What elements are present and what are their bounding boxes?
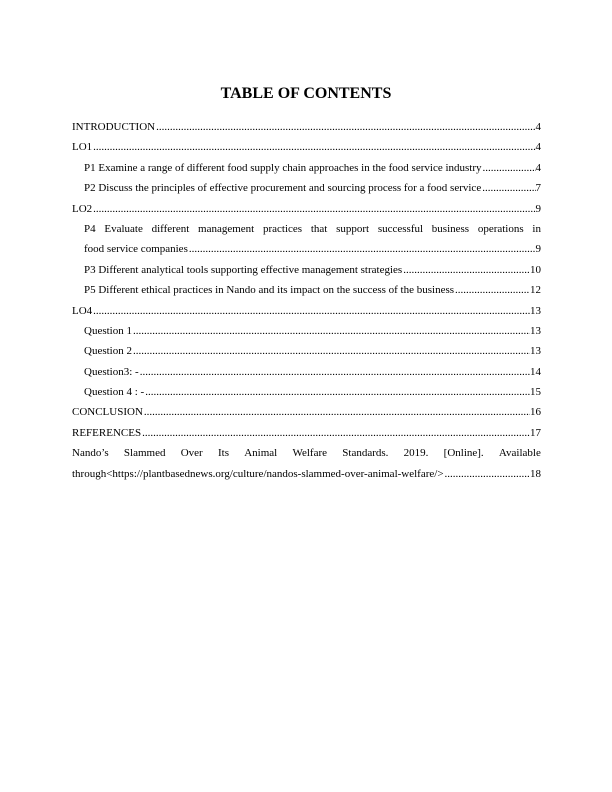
toc-entry-page: 4 [535,161,541,174]
dot-leader [482,178,535,198]
toc-entry-label: P3 Different analytical tools supporting effective management strategies [84,263,403,276]
toc-entry-page: 13 [530,304,541,317]
toc-entry-page: 13 [530,345,541,358]
toc-entry-page: 16 [530,406,541,419]
toc-entry-p2[interactable] [72,178,541,198]
word: Welfare [292,447,328,460]
toc-entry-label: P2 Discuss the principles of effective procurement and sourcing process for a food service [84,182,482,195]
word: Standards. [342,447,389,460]
toc-title: TABLE OF CONTENTS [220,85,392,102]
word: P4 [84,222,96,235]
toc-entry-label: Question 2 [84,345,132,358]
toc-entry-page: 14 [530,365,541,378]
dot-leader [133,321,530,341]
word: support [336,222,370,235]
word: business [431,222,470,235]
toc-entry-page: 4 [535,121,541,133]
word: operations [477,222,524,235]
dot-leader [142,423,530,443]
word: [Online]. [443,447,484,460]
word: practices [262,222,303,235]
word: Nando’s [72,447,109,460]
toc-entry-label: P5 Different ethical practices in Nando and its impact on the success of the business [84,284,455,297]
toc-entry-references[interactable] [72,423,541,443]
word: that [310,222,328,235]
toc-entry-label-line2 [72,464,541,484]
toc-entry-label: LO4 [72,304,93,317]
toc-entry-page: 13 [530,324,541,337]
toc-entry-page: 15 [530,386,541,399]
toc-entry-question-3[interactable] [72,362,541,382]
toc-entry-label: P1 Examine a range of different food supply chain approaches in the food service industry [84,161,482,174]
toc-entry-p1[interactable] [72,158,541,178]
dot-leader [93,301,530,321]
toc-entry-label: CONCLUSION [72,406,143,419]
toc-entry-page: 9 [535,243,541,256]
toc-entry-page: 18 [530,467,541,480]
toc-entry-p5[interactable] [72,280,541,300]
toc-entry-label: Question 1 [84,324,132,337]
toc-entry-label: LO2 [72,202,93,215]
toc-entry-label-line1 [84,219,541,239]
toc-entry-question-2[interactable] [72,341,541,361]
word: Slammed [123,447,166,460]
toc-entry-lo4[interactable] [72,301,541,321]
dot-leader [133,341,530,361]
toc-entry-introduction[interactable] [72,117,541,137]
toc-entry-label: REFERENCES [72,426,142,439]
toc-entry-lo2[interactable] [72,199,541,219]
toc-entry-label: INTRODUCTION [72,121,156,133]
dot-leader [93,137,535,157]
toc-entry-lo1[interactable] [72,137,541,157]
dot-leader [93,199,535,219]
dot-leader [140,362,530,382]
dot-leader [445,464,530,484]
dot-leader [403,260,530,280]
toc-entry-label: Question3: - [84,365,139,378]
dot-leader [156,117,535,137]
toc-entry-page: 12 [530,284,541,297]
toc-entry-label-line1 [72,443,541,463]
dot-leader [144,402,530,422]
word: successful [377,222,424,235]
dot-leader [145,382,530,402]
word: 2019. [403,447,429,460]
word: Its [217,447,229,460]
toc-entry-label: Question 4 : - [84,386,145,399]
toc-entry-page: 9 [535,202,541,215]
toc-entry-label: food service companies [84,243,188,256]
dot-leader [483,158,536,178]
toc-entry-question-1[interactable] [72,321,541,341]
word: different [151,222,190,235]
word: Evaluate [104,222,143,235]
toc-entry-p3[interactable] [72,260,541,280]
word: Over [180,447,203,460]
toc-entry-reference-nandos[interactable] [72,443,541,484]
toc-entry-question-4[interactable] [72,382,541,402]
table-of-contents [72,117,541,484]
toc-entry-label: LO1 [72,141,93,154]
dot-leader [455,280,530,300]
toc-entry-page: 4 [535,141,541,154]
toc-entry-p4[interactable] [72,219,541,260]
word: management [198,222,255,235]
word: Available [498,447,541,460]
toc-entry-page: 10 [530,263,541,276]
toc-entry-label: through<https://plantbasednews.org/culture/nandos-slammed-over-animal-welfare/> [72,467,444,480]
toc-entry-label-line2 [84,239,541,259]
dot-leader [189,239,536,259]
word: Animal [244,447,278,460]
toc-entry-page: 7 [535,182,541,195]
toc-entry-page: 17 [530,426,541,439]
word: in [532,222,541,235]
toc-entry-conclusion[interactable] [72,402,541,422]
